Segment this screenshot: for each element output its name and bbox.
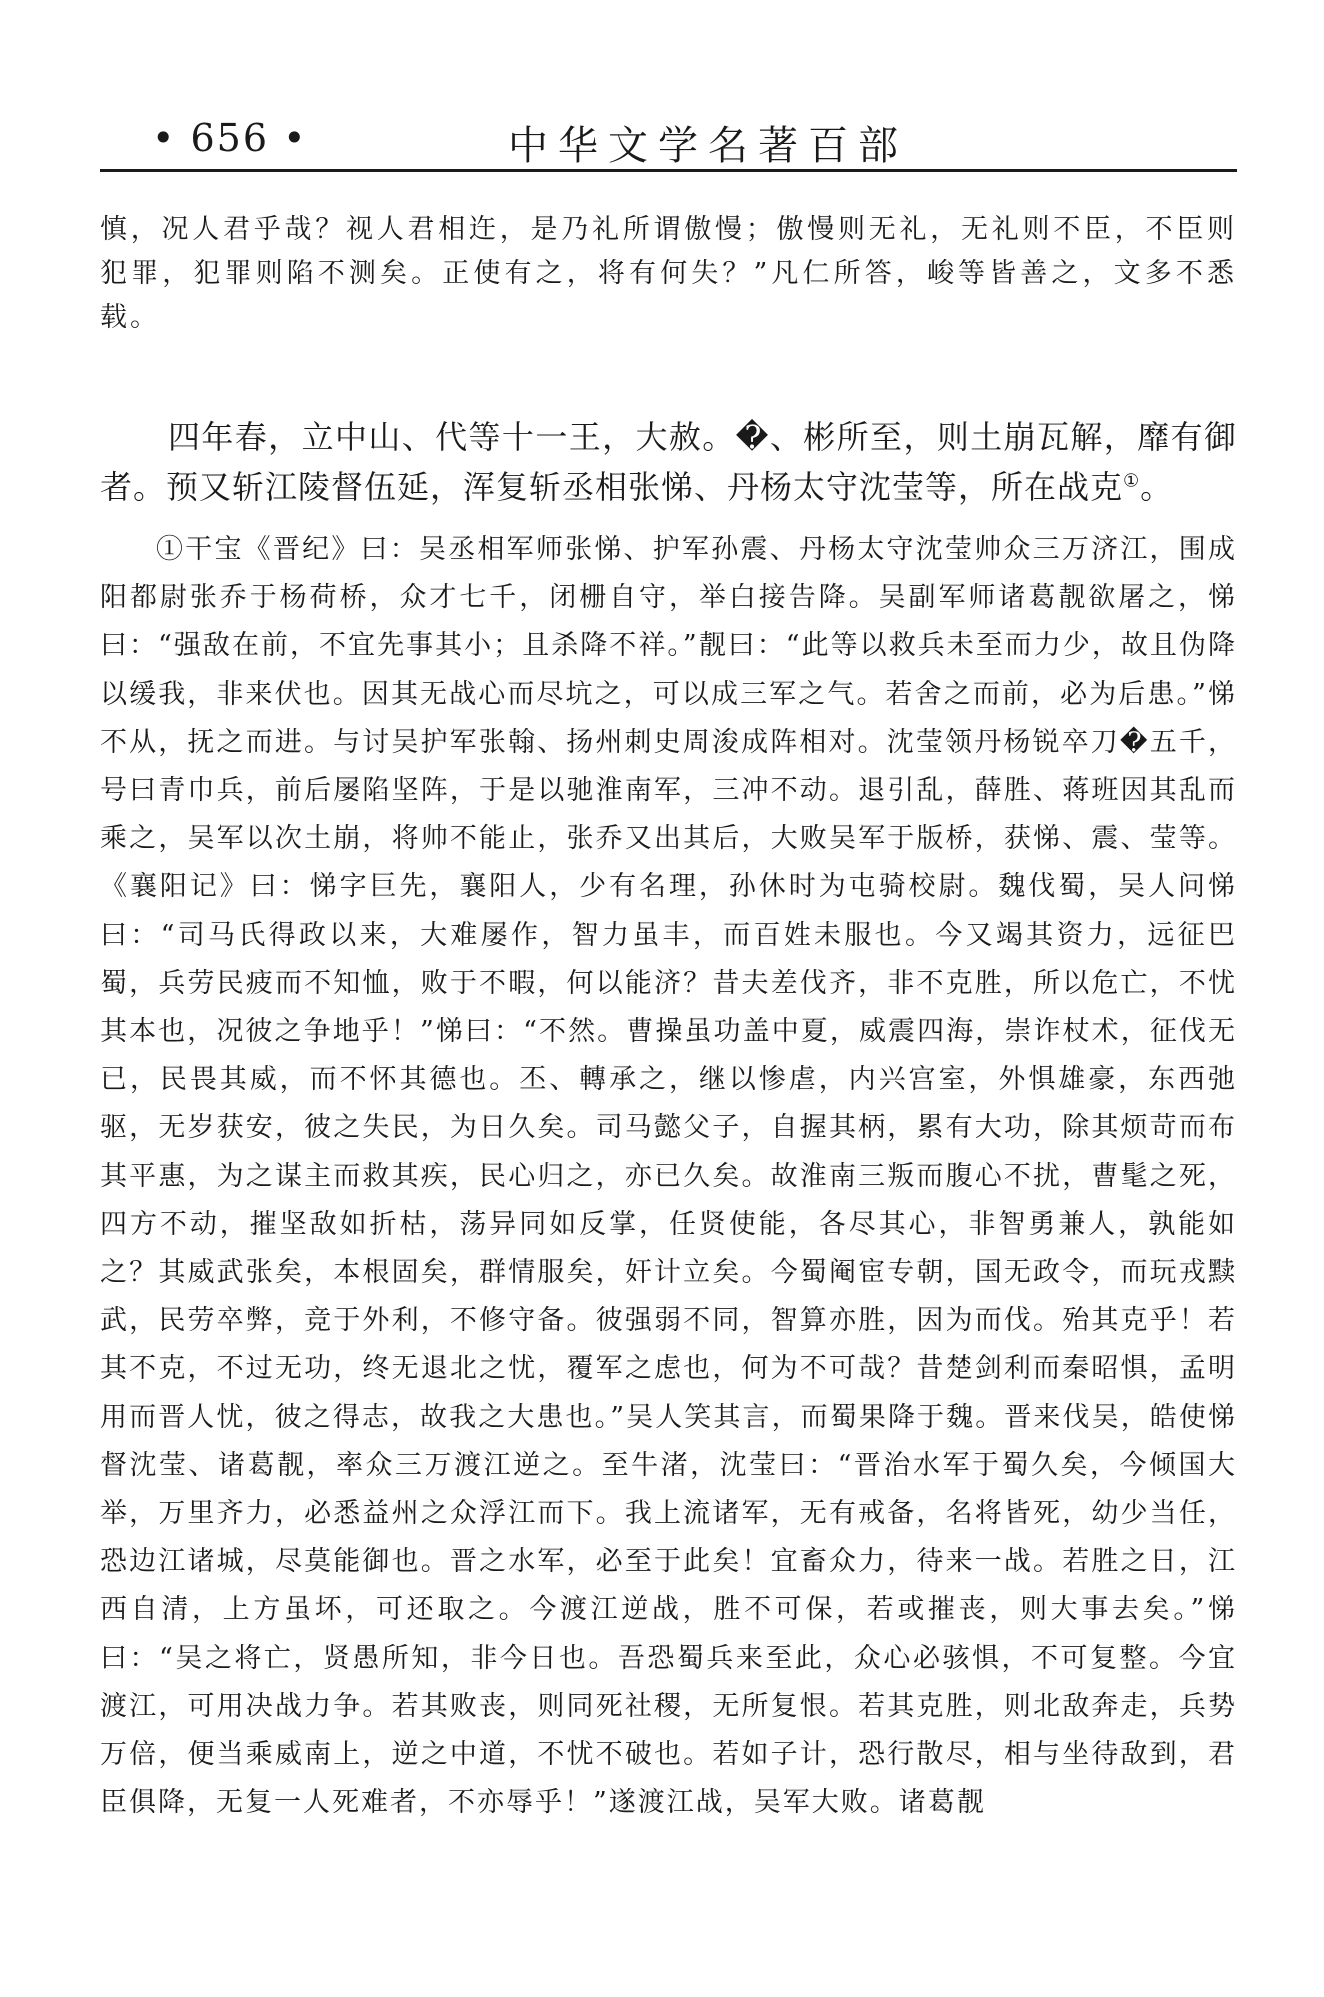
footnote-paragraph: ①干宝《晋纪》曰：吴丞相军师张悌、护军孙震、丹杨太守沈莹帅众三万济江，围成阳都尉张乔于杨荷桥，众才七千，闭栅自守，举白接告降。吴副军师诸葛靓欲屠之，悌曰：“强敌在前，不宜先事其小；且杀降不祥。”靓曰：“此等以救兵未至而力少，故且伪降以缓我，非来伏也。因其无战心而尽坑之，可以成三军之气。若舍之而前，必为后患。”悌不从，抚之而进。与讨吴护军张翰、扬州刺史周浚成阵相对。沈莹领丹杨锐卒刀�五千，号曰青巾兵，前后屡陷坚阵，于是以驰淮南军，三冲不动。退引乱，薛胜、蒋班因其乱而乘之，吴军以次土崩，将帅不能止，张乔又出其后，大败吴军于版桥，获悌、震、莹等。《襄阳记》曰：悌字巨先，襄阳人，少有名理，孙休时为屯骑校尉。魏伐蜀，吴人问悌曰：“司马氏得政以来，大难屡作，智力虽丰，而百姓未服也。今又竭其资力，远征巴蜀，兵劳民疲而不知恤，败于不暇，何以能济？昔夫差伐齐，非不克胜，所以危亡，不忧其本也，况彼之争地乎！”悌曰：“不然。曹操虽功盖中夏，威震四海，崇诈杖术，征伐无已，民畏其威，而不怀其德也。丕、轉承之，继以惨虐，内兴宫室，外惧雄豪，东西弛驱，无岁获安，彼之失民，为日久矣。司马懿父子，自握其柄，累有大功，除其烦苛而布其平惠，为之谋主而救其疾，民心归之，亦已久矣。故淮南三叛而腹心不扰，曹髦之死，四方不动，摧坚敌如折枯，荡异同如反掌，任贤使能，各尽其心，非智勇兼人，孰能如之？其威武张矣，本根固矣，群情服矣，奸计立矣。今蜀阉宦专朝，国无政令，而玩戎黩武，民劳卒弊，竞于外利，不修守备。彼强弱不同，智算亦胜，因为而伐。殆其克乎！若其不克，不过无功，终无退北之忧，覆军之虑也，何为不可哉？昔楚剑利而秦昭惧，孟明用而晋人忧，彼之得志，故我之大患也。”吴人笑其言，而蜀果降于魏。晋来伐吴，皓使悌督沈莹、诸葛靓，率众三万渡江逆之。至牛渚，沈莹曰：“晋治水军于蜀久矣，今倾国大举，万里齐力，必悉益州之众浮江而下。我上流诸军，无有戒备，名将皆死，幼少当任，恐边江诸城，尽莫能御也。晋之水军，必至于此矣！宜畜众力，待来一战。若胜之日，江西自清，上方虽坏，可还取之。今渡江逆战，胜不可保，若或摧丧，则大事去矣。”悌曰：“吴之将亡，贤愚所知，非今日也。吾恐蜀兵来至此，众心必骇惧，不可复整。今宜渡江，可用决战力争。若其败丧，则同死社稷，无所复恨。若其克胜，则北敌奔走，兵势万倍，便当乘威南上，逆之中道，不忧不破也。若如子计，恐行散尽，相与坐待敌到，君臣俱降，无复一人死难者，不亦辱乎！”遂渡江战，吴军大败。诸葛靓 xyxy=(100,534,1237,1819)
main-text-end: 。 xyxy=(1140,468,1174,506)
page-header xyxy=(100,108,1237,168)
header-rule xyxy=(100,169,1237,172)
page-number: • 656 • xyxy=(152,116,308,160)
main-text: 四年春，立中山、代等十一王，大赦。�、彬所至，则土崩瓦解，靡有御者。预又斩江陵督伍延，浑复斩丞相张悌、丹杨太守沈莹等，所在战克 xyxy=(100,418,1237,506)
book-title: 中华文学名著百部 xyxy=(508,123,908,169)
intro-paragraph: 慎，况人君乎哉？视人君相迕，是乃礼所谓傲慢；傲慢则无礼，无礼则不臣，不臣则犯罪，犯罪则陷不测矣。正使有之，将有何失？”凡仁所答，峻等皆善之，文多不悉载。 xyxy=(100,214,1237,333)
main-paragraph xyxy=(100,412,1237,512)
footnote-marker: ① xyxy=(1123,470,1141,492)
